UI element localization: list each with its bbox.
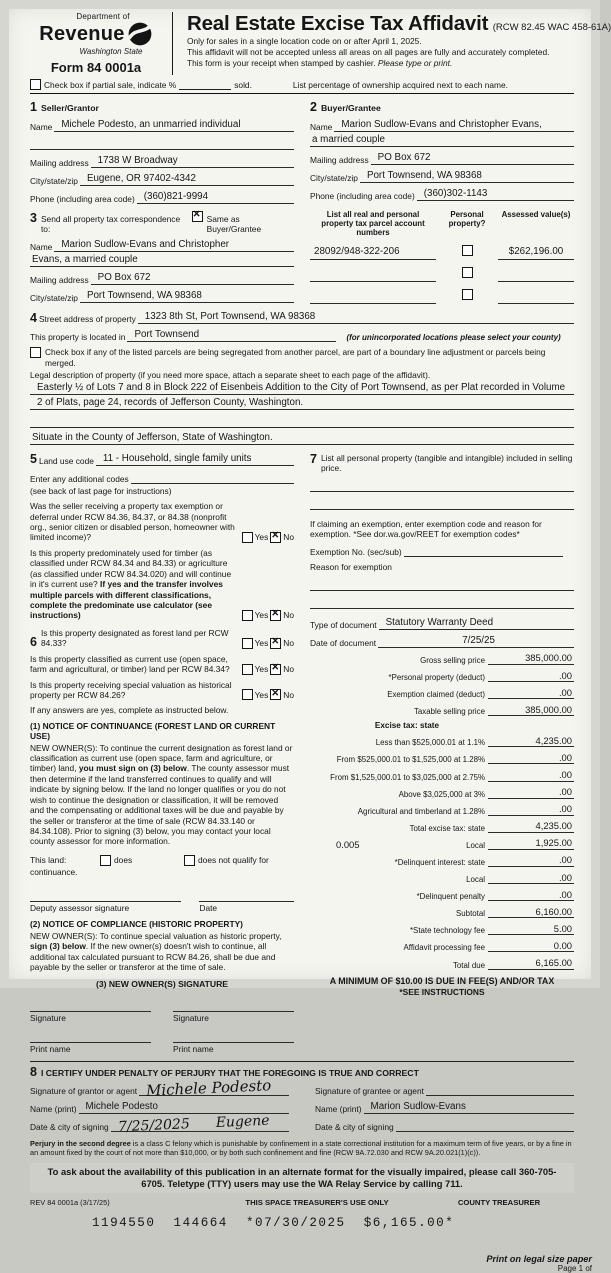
section-5-6-column: 5 Land use code 11 - Household, single family units Enter any additional codes (see back of last page for instructions) Was the seller receiving a property tax exemption or deferral under RCW 84.36, 84.37, or 84.38 (nonprofit org., senior citizen or disabled person, homeowner with limited income)? Yes ✕ No Is this property predominately used for timber (as classified under RCW 84.34 and 84.33) or agriculture (as classified under RCW 84.34.020) and will continue in it's current use? If yes and the transfer involves multiple parcels with different classifications, complete the predominate use calculator (see instructions) Yes ✕ No 6 Is this property designated as forest land per RCW 84.33? Yes ✕ No Is this property classified as current use (open space, farm and agricultural, or timber) land per RCW 84.34? Yes ✕ No Is this property receiving special valuation as historical property per RCW 84.26? Yes ✕ No If any answers are yes, complete as instructed below. (1) NOTICE OF CONTINUANCE (FOREST LAND OR CURRENT USE) NEW OWNER(S): To continue the current designation as forest land or classification as current use (open space, farm and agriculture, or timber) land, you must sign on (3) below. The county assessor must then determine if the land transferred continues to qualify and will indicate by signing below. If the land no longer qualifies or you do not wish to continue the designation or classification, it will be removed and the compensating or additional taxes will be due and payable by the seller or transferor at the time of sale (RCW 84.33.140 or 84.34.108). Prior to signing (3) below, you may contact your local county assessor for more information. This land: does does not qualify for continuance. Deputy assessor signature Date (2) NOTICE OF COMPLIANCE (HISTORIC PROPERTY) NEW OWNER(S): To continue special valuation as historic property, sign (3) below. If the new owner(s) doesn't wish to continue, all additional tax calculated pursuant to RCW 84.26, shall be due and payable by the seller or transferor at the time of sale. (3) NEW OWNER(S) SIGNATURE Signature Signature Print name Print name xyxy=(30,447,294,1055)
seller-city-field[interactable]: Eugene, OR 97402-4342 xyxy=(80,173,294,186)
grantee-signature-field[interactable] xyxy=(426,1083,574,1096)
rev-number: REV 84 0001a (3/17/25) xyxy=(30,1197,110,1207)
grantor-name-print-field[interactable]: Michele Podesto xyxy=(79,1101,289,1114)
section-8-certification: 8 I CERTIFY UNDER PENALTY OF PERJURY THAT THE FOREGOING IS TRUE AND CORRECT Signature of grantor or agent Michele Podesto Name (print) Michele Podesto Date & city of signing 7/25/2025 Eugene Signature of grantee or agent Name (print) Marion Sudlow-Evans Date & city of signing xyxy=(30,1061,574,1132)
tax-row: Subtotal 6,160.00 xyxy=(456,905,572,919)
notice-continuance-body: NEW OWNER(S): To continue the current designation as forest land or classification as current use (open space, farm and agriculture, or timber) land, you must sign on (3) below. The county assessor must then determine if the land transferred continues to qualify and will indicate by signing below. If the land no longer qualifies or you do not wish to continue the designation or classification, it will be removed and the compensating or additional taxes will be due and payable by the seller or transferor at the time of sale (RCW 84.33.140 or 84.34.108). Prior to signing (3) below, you may contact your local county assessor for more information. xyxy=(30,742,293,847)
new-owner-print-field-1[interactable] xyxy=(30,1032,151,1043)
legal-description-line3[interactable] xyxy=(30,415,574,428)
form-title: Real Estate Excise Tax Affidavit xyxy=(187,12,489,35)
seller-mailing-field[interactable]: 1738 W Broadway xyxy=(91,155,294,168)
land-does-not-checkbox[interactable] xyxy=(184,855,195,866)
deputy-signature-field[interactable] xyxy=(30,891,181,902)
reason-for-exemption-label: Reason for exemption xyxy=(310,562,392,573)
treasurer-stamp: 1194550 144664 *07/30/2025 $6,165.00* xyxy=(92,1215,455,1230)
parcel-header-personal: Personal property? xyxy=(448,209,486,228)
grantor-signature-field[interactable] xyxy=(139,1076,289,1100)
s6q2-no-checkbox[interactable] xyxy=(270,664,281,675)
new-owner-signature-field-1[interactable] xyxy=(30,1001,151,1012)
county-note: (for unincorporated locations please select your county) xyxy=(346,333,561,343)
certification-title: I CERTIFY UNDER PENALTY OF PERJURY THAT THE FOREGOING IS TRUE AND CORRECT xyxy=(40,1068,419,1079)
legal-description-line1[interactable]: Easterly ½ of Lots 7 and 8 in Block 222 of Eisenbeis Addition to the City of Port Townsend, as per Plat recorded in Volume xyxy=(30,382,574,395)
exemption-claimed-field[interactable]: .00 xyxy=(488,687,574,700)
affidavit-processing-fee-field[interactable]: 0.00 xyxy=(488,940,574,953)
see-back-note: (see back of last page for instructions) xyxy=(30,485,172,496)
located-in-field[interactable]: Port Townsend xyxy=(127,329,336,342)
section-7-tax-column: 7 List all personal property (tangible and intangible) included in selling price. If claiming an exemption, enter exemption code and reason for exemption. *See dor.wa.gov/REET for exemption codes* Exemption No. (sec/sub) Reason for exemption Type of document Statutory Warranty Deed Date of document 7/25/25 Gross selling price 385,000.00 *Personal property (deduct) .00 Exemption claimed (deduct) .00 Taxable selling price 385,000.00 Excise tax: state Less than $525,000.01 at 1.1% 4,235.00 From $525,000.01 to $1,525,000 at 1.28% .00 From $1,525,000.01 to $3,025,000 at 2.75% .00 Above $3,025,000 at 3% .00 Agricultural and timberland at 1.28% .00 Total excise tax: state 4,235.00 0.005 Local 1,925.00 *Delinquent interest: state .00 Local .00 *Delinquent penalty .00 Subtotal 6,160.00 *State technology fee 5.00 Affidavit processing fee 0.00 Total due 6,165.00 A MINIMUM OF $10.00 IS DUE IN FEE(S) AND/OR TAX *SEE INSTRUCTIONS xyxy=(310,451,573,997)
total-excise-state-field[interactable]: 4,235.00 xyxy=(488,820,574,833)
s6q1-yes-checkbox[interactable] xyxy=(242,638,253,649)
grantee-date-city-field[interactable] xyxy=(396,1119,574,1132)
notice-compliance-body: NEW OWNER(S): To continue special valuation as historic property, sign (3) below. If the new owner(s) doesn't wish to continue, all additional tax calculated pursuant to RCW 84.26, shall be due and payable by the seller or transferor at the time of sale. xyxy=(30,930,282,972)
current-use-question: Is this property classified as current use (open space, farm and agricultural, or timber) land per RCW 84.34? xyxy=(30,653,230,675)
tax-row: Affidavit processing fee 0.00 xyxy=(403,939,572,953)
seller-name-field[interactable]: Michele Podesto, an unmarried individual xyxy=(54,119,294,132)
exemption-deferral-question: Was the seller receiving a property tax exemption or deferral under RCW 84.36, 84.37, or 84.38 (nonprofit org., senior citizen or disabled person, homeowner with limited income)? xyxy=(30,501,235,543)
buyer-mailing-field[interactable]: PO Box 672 xyxy=(371,152,574,165)
parcel-number-field[interactable]: 28092/948-322-206 xyxy=(310,241,436,260)
timber-agriculture-question: Is this property predominately used for timber (as classified under RCW 84.34 and 84.33) or agriculture (as classified under RCW 84.34.020) and will continue in it's current use? If yes and the transfer involves multiple parcels with different classifications, complete the predominate use calculator (see instructions) xyxy=(30,547,232,621)
segregated-checkbox[interactable] xyxy=(30,347,41,358)
correspondence-name-field[interactable]: Marion Sudlow-Evans and Christopher xyxy=(54,239,294,252)
excise-tax-state-heading: Excise tax: state xyxy=(374,721,440,731)
land-does-checkbox[interactable] xyxy=(100,855,111,866)
legal-description-line2[interactable]: 2 of Plats, page 24, records of Jefferson County, Washington. xyxy=(30,397,574,410)
correspondence-city-field[interactable]: Port Townsend, WA 98368 xyxy=(80,290,294,303)
tax-row: *Delinquent penalty .00 xyxy=(416,888,572,902)
segregated-note: Check box if any of the listed parcels are being segregated from another parcel, are part of a boundary line adjustment or parcels being merged. xyxy=(45,347,546,368)
section2-title: Buyer/Grantee xyxy=(320,103,381,113)
header-note-2: This affidavit will not be accepted unless all areas on all pages are fully and accurately completed. xyxy=(187,47,550,58)
partial-sale-label: Check box if partial sale, indicate % xyxy=(44,80,177,90)
tax-row: Above $3,025,000 at 3% .00 xyxy=(398,786,572,799)
personal-property-checkbox[interactable] xyxy=(462,289,473,300)
tax-row: Agricultural and timberland at 1.28% .00 xyxy=(357,803,572,816)
end-notes xyxy=(30,1254,592,1273)
minimum-due-note: A MINIMUM OF $10.00 IS DUE IN FEE(S) AND/OR TAX xyxy=(329,975,555,986)
grantee-name-print-field[interactable]: Marion Sudlow-Evans xyxy=(364,1101,574,1114)
perjury-notice: Perjury in the second degree is a class C felony which is punishable by confinement in a state correctional institution for a maximum term of five years, or by a fine in an amount fixed by the court of not more than $10,000, or by both such confinement and fine (RCW 9A.72.030 and RCW 9A.20.021(1)(c)). xyxy=(30,1138,572,1158)
agricultural-timberland-field[interactable]: .00 xyxy=(488,803,574,816)
type-of-document-field[interactable]: Statutory Warranty Deed xyxy=(379,617,574,630)
s6q1-no-checkbox[interactable] xyxy=(270,638,281,649)
this-land-label: This land: xyxy=(30,855,67,866)
local-tax-field[interactable]: 1,925.00 xyxy=(488,837,574,850)
buyer-name-field[interactable]: Marion Sudlow-Evans and Christopher Evans, xyxy=(334,119,574,132)
s5q1-yes-checkbox[interactable] xyxy=(242,532,253,543)
parcel-row xyxy=(310,264,574,282)
delinquent-interest-local-field[interactable]: .00 xyxy=(488,872,574,885)
date-of-document-field[interactable]: 7/25/25 xyxy=(378,635,574,648)
forest-land-question: Is this property designated as forest land per RCW 84.33? xyxy=(40,627,229,649)
if-yes-note: If any answers are yes, complete as instructed below. xyxy=(30,705,229,716)
s6q3-no-checkbox[interactable] xyxy=(270,689,281,700)
accessibility-band: To ask about the availability of this publication in an alternate format for the visually impaired, please call 360-705-6705. Teletype (TTY) users may use the WA Relay Service by calling 711. xyxy=(30,1163,574,1193)
footer-row xyxy=(30,1198,574,1207)
personal-property-checkbox[interactable] xyxy=(462,245,473,256)
assessed-value-field[interactable]: $262,196.00 xyxy=(498,241,574,260)
parcel-header-assessed: Assessed value(s) xyxy=(501,209,571,219)
print-legal-size-note: Print on legal size paper xyxy=(486,1253,592,1264)
correspondence-mailing-field[interactable]: PO Box 672 xyxy=(91,272,294,285)
tax-row: From $525,000.01 to $1,525,000 at 1.28% .00 xyxy=(336,751,572,765)
buyer-name-field-2[interactable]: a married couple xyxy=(310,134,574,147)
tax-row: *Personal property (deduct) .00 xyxy=(388,669,572,683)
parcel-number-field[interactable] xyxy=(310,268,436,282)
personal-property-intro: List all personal property (tangible and intangible) included in selling price. xyxy=(320,452,573,474)
new-owners-signature-title: (3) NEW OWNER(S) SIGNATURE xyxy=(95,979,229,990)
tier2-tax-field[interactable]: .00 xyxy=(488,752,574,765)
form-title-ref: (RCW 82.45 WAC 458-61A) xyxy=(492,22,611,33)
tax-row: Total excise tax: state 4,235.00 xyxy=(409,820,572,833)
new-owner-print-field-2[interactable] xyxy=(173,1032,294,1043)
tax-row: Local .00 xyxy=(466,871,572,885)
tax-row: Exemption claimed (deduct) .00 xyxy=(387,686,572,700)
partial-sale-checkbox[interactable] xyxy=(30,79,41,90)
section1-title: Seller/Grantor xyxy=(40,103,99,113)
state-technology-fee-field[interactable]: 5.00 xyxy=(488,923,574,936)
treasurer-space-label: THIS SPACE TREASURER'S USE ONLY xyxy=(245,1197,389,1207)
partial-sale-row: Check box if partial sale, indicate % sold. List percentage of ownership acquired next to each name. xyxy=(30,79,574,90)
s6q3-yes-checkbox[interactable] xyxy=(242,689,253,700)
form-number: Form 84 0001a xyxy=(50,60,142,75)
s5q2-no-checkbox[interactable] xyxy=(270,610,281,621)
agency-name: Revenue xyxy=(39,23,125,45)
land-use-code-field[interactable]: 11 - Household, single family units xyxy=(96,453,294,466)
header-divider xyxy=(172,12,173,75)
notice-compliance-title: (2) NOTICE OF COMPLIANCE (HISTORIC PROPERTY) xyxy=(30,919,243,930)
legal-description-label: Legal description of property (if you need more space, attach a separate sheet to each page of the affidavit). xyxy=(30,370,431,381)
section-2-buyer: 2 Buyer/Grantee Name Marion Sudlow-Evans and Christopher Evans, a married couple Mailing address PO Box 672 City/state/zip Port Townsend, WA 98368 Phone (including area code) (360)302-1143 xyxy=(310,94,574,204)
header-note-1: Only for sales in a single location code on or after April 1, 2025. xyxy=(187,36,422,46)
s6q2-yes-checkbox[interactable] xyxy=(242,664,253,675)
form-header xyxy=(30,12,611,75)
exemption-intro: If claiming an exemption, enter exemption code and reason for exemption. *See dor.wa.gov/REET for exemption codes* xyxy=(310,518,542,540)
state-line: Washington State xyxy=(79,47,143,56)
seller-phone-field[interactable]: (360)821-9994 xyxy=(137,191,294,204)
tax-row-total-due: Total due 6,165.00 xyxy=(452,957,572,970)
tax-row: Gross selling price 385,000.00 xyxy=(420,652,572,665)
total-due-field[interactable]: 6,165.00 xyxy=(488,957,574,970)
reason-line2[interactable] xyxy=(310,596,574,609)
tax-row: From $1,525,000.01 to $3,025,000 at 2.75% .00 xyxy=(330,769,572,782)
tax-row: Less than $525,000.01 at 1.1% 4,235.00 xyxy=(375,734,572,748)
assessed-value-field[interactable] xyxy=(498,268,574,282)
personal-property-deduct-field[interactable]: .00 xyxy=(488,670,574,683)
gross-selling-price-field[interactable]: 385,000.00 xyxy=(488,652,574,665)
section-1-seller: 1 Seller/Grantor Name Michele Podesto, an unmarried individual Mailing address 1738 W Broadway City/state/zip Eugene, OR 97402-4342 Phone (including area code) (360)821-9994 xyxy=(30,94,294,204)
grantor-signature-handwriting: Michele Podesto xyxy=(145,1076,272,1100)
subtotal-field[interactable]: 6,160.00 xyxy=(488,906,574,919)
section-4-property: 4 Street address of property 1323 8th St, Port Townsend, WA 98368 This property is located in Port Townsend (for unincorporated locations please select your county) Check box if any of the listed parcels are being segregated from another parcel, are part of a boundary line adjustment or parcels being merged. Legal description of property (if you need more space, attach a separate sheet to each page of the affidavit). Easterly ½ of Lots 7 and 8 in Block 222 of Eisenbeis Addition to the City of Port Townsend, as per Plat recorded in Volume 2 of Plats, page 24, records of Jefferson County, Washington. Situate in the County of Jefferson, State of Washington. xyxy=(30,311,574,444)
dor-swirl-icon xyxy=(127,21,153,47)
notice-continuance-title: (1) NOTICE OF CONTINUANCE (FOREST LAND OR CURRENT USE) xyxy=(30,720,276,742)
assessed-value-field[interactable] xyxy=(498,290,574,304)
deputy-date-field[interactable] xyxy=(199,891,294,902)
county-treasurer-label: COUNTY TREASURER xyxy=(457,1197,541,1207)
local-rate: 0.005 xyxy=(336,838,360,850)
ownership-note: List percentage of ownership acquired next to each name. xyxy=(292,80,509,90)
tax-row-local: 0.005 Local 1,925.00 xyxy=(310,837,574,850)
same-as-buyer-checkbox[interactable] xyxy=(192,211,203,222)
tier4-tax-field[interactable]: .00 xyxy=(488,786,574,799)
correspondence-name-field-2[interactable]: Evans, a married couple xyxy=(30,254,294,267)
tax-row: Taxable selling price 385,000.00 xyxy=(413,703,572,717)
exemption-no-field[interactable] xyxy=(404,544,563,557)
personal-property-line2[interactable] xyxy=(310,497,574,510)
page-number-note: Page 1 of xyxy=(557,1263,592,1273)
delinquent-penalty-field[interactable]: .00 xyxy=(488,889,574,902)
buyer-city-field[interactable]: Port Townsend, WA 98368 xyxy=(360,170,574,183)
grantor-date-city-field[interactable]: 7/25/2025 Eugene xyxy=(111,1119,289,1132)
header-note-3: This form is your receipt when stamped by cashier. Please type or print. xyxy=(187,58,453,69)
tier3-tax-field[interactable]: .00 xyxy=(488,769,574,782)
parcel-header-numbers: List all real and personal property tax parcel account numbers xyxy=(321,209,425,238)
partial-sale-percent-field[interactable] xyxy=(179,80,231,90)
dept-of-line: Department of xyxy=(76,12,130,21)
personal-property-line1[interactable] xyxy=(310,479,574,492)
buyer-phone-field[interactable]: (360)302-1143 xyxy=(417,188,574,201)
tax-row: *State technology fee 5.00 xyxy=(409,922,572,936)
parcel-number-field[interactable] xyxy=(310,290,436,304)
section-3-correspondence: 3 Send all property tax correspondence to: ✕ Same as Buyer/Grantee Name Marion Sudlow-Evans and Christopher Evans, a married couple Mailing address PO Box 672 City/state/zip Port Townsend, WA 98368 xyxy=(30,204,294,305)
taxable-selling-price-field[interactable]: 385,000.00 xyxy=(488,704,574,717)
seller-name-field-2[interactable] xyxy=(30,137,294,150)
parcel-row xyxy=(310,286,574,304)
street-address-field[interactable]: 1323 8th St, Port Townsend, WA 98368 xyxy=(138,311,574,324)
additional-codes-field[interactable] xyxy=(131,471,294,484)
s5q2-yes-checkbox[interactable] xyxy=(242,610,253,621)
situate-line[interactable]: Situate in the County of Jefferson, State of Washington. xyxy=(30,432,574,445)
dor-logo xyxy=(30,12,162,75)
historical-property-question: Is this property receiving special valuation as historical property per RCW 84.26? xyxy=(30,679,232,700)
s5q1-no-checkbox[interactable] xyxy=(270,532,281,543)
delinquent-interest-state-field[interactable]: .00 xyxy=(488,854,574,867)
parcel-row xyxy=(310,241,574,260)
tax-row: *Delinquent interest: state .00 xyxy=(394,854,572,867)
new-owner-signature-field-2[interactable] xyxy=(173,1001,294,1012)
tier1-tax-field[interactable]: 4,235.00 xyxy=(488,735,574,748)
personal-property-checkbox[interactable] xyxy=(462,267,473,278)
reason-line1[interactable] xyxy=(310,578,574,591)
parcel-table xyxy=(310,204,574,305)
see-instructions-note: *SEE INSTRUCTIONS xyxy=(399,986,485,997)
